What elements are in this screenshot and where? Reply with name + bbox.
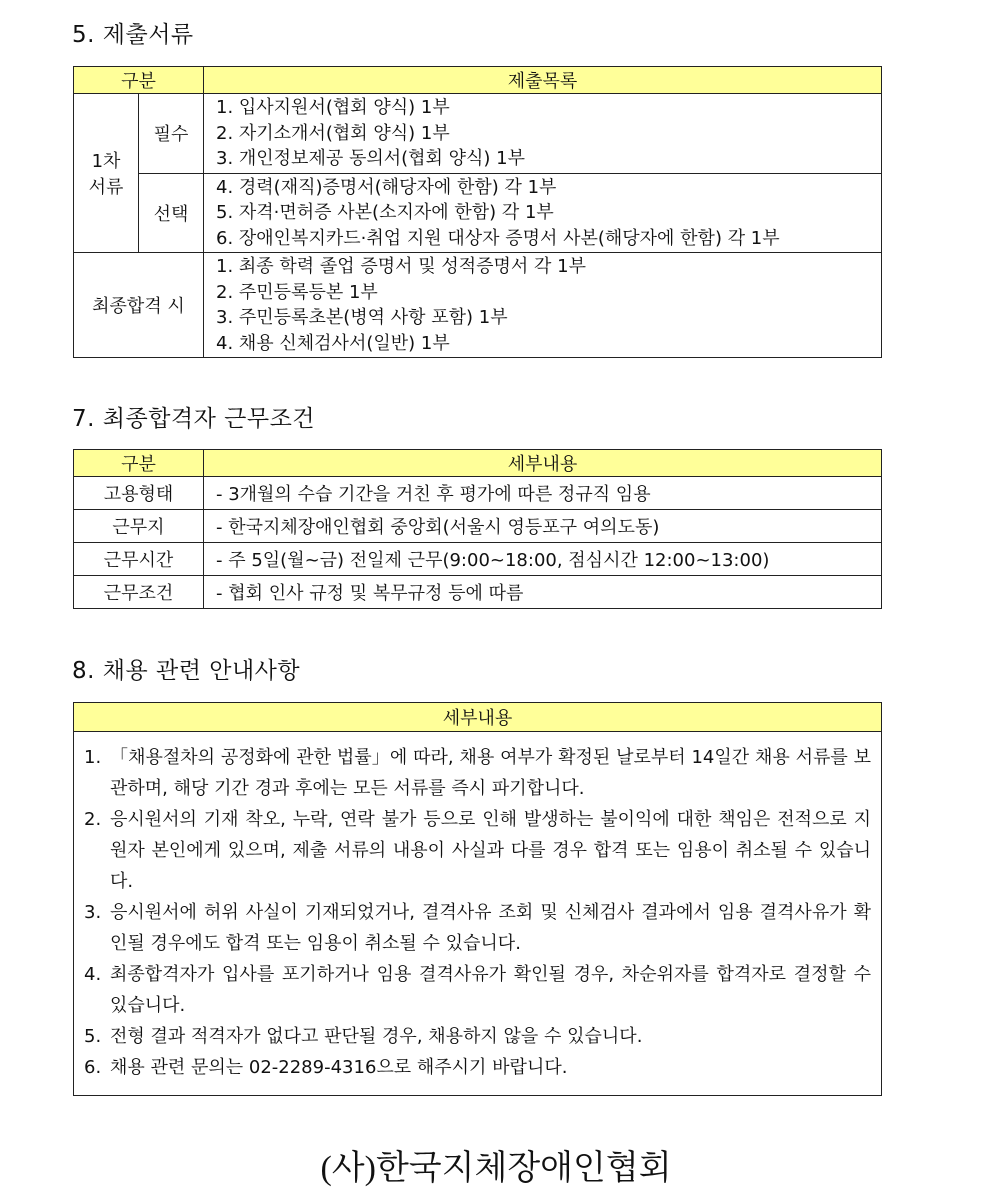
note-text: 최종합격자가 입사를 포기하거나 임용 결격사유가 확인될 경우, 차순위자를 합격자로 결정할 수 있습니다. [110, 964, 871, 1016]
required-list [204, 94, 882, 174]
table-row [74, 477, 882, 510]
table-header-row [74, 450, 882, 477]
final-row [74, 253, 882, 358]
note-text: 채용 관련 문의는 02-2289-4316으로 해주시기 바랍니다. [110, 1057, 568, 1078]
work-conditions-table [73, 449, 882, 609]
notes-cell [74, 732, 882, 1096]
submission-documents-table [73, 66, 882, 358]
list-item [84, 1052, 871, 1083]
list-item: 4. 경력(재직)증명서(해당자에 한함) 각 1부 [216, 176, 557, 198]
category-header: 구분 [74, 450, 204, 477]
list-item: 4. 채용 신체검사서(일반) 1부 [216, 332, 450, 354]
table-row [74, 576, 882, 609]
list-item: 6. 장애인복지카드·취업 지원 대상자 증명서 사본(해당자에 한함) 각 1부 [216, 227, 780, 249]
list-item: 5. 자격·면허증 사본(소지자에 한함) 각 1부 [216, 202, 554, 223]
required-label: 필수 [139, 94, 204, 174]
list-item: 3. 주민등록초본(병역 사항 포함) 1부 [216, 307, 508, 328]
section8-heading: 8. 채용 관련 안내사항 [72, 658, 301, 684]
first-round-label: 서류 [88, 177, 124, 198]
optional-label: 선택 [139, 173, 204, 253]
row-value: - 3개월의 수습 기간을 거친 후 평가에 따른 정규직 임용 [204, 477, 882, 510]
final-label: 최종합격 시 [74, 253, 204, 358]
section7-heading: 7. 최종합격자 근무조건 [72, 406, 316, 432]
optional-row [74, 173, 882, 253]
list-item: 2. 주민등록등본 1부 [216, 281, 378, 303]
list-item [84, 1021, 871, 1052]
row-value: - 협회 인사 규정 및 복무규정 등에 따름 [204, 576, 882, 609]
recruitment-notes-table [73, 702, 882, 1096]
note-number: 6. [84, 1057, 102, 1078]
note-number: 3. [84, 902, 102, 923]
detail-header: 세부내용 [74, 703, 882, 732]
section5-heading: 5. 제출서류 [72, 22, 194, 48]
final-list [204, 253, 882, 358]
detail-header: 세부내용 [204, 450, 882, 477]
note-number: 2. [84, 809, 102, 830]
row-value: - 한국지체장애인협회 중앙회(서울시 영등포구 여의도동) [204, 510, 882, 543]
notes-row [74, 732, 882, 1096]
list-item: 3. 개인정보제공 동의서(협회 양식) 1부 [216, 148, 525, 169]
list-item [84, 742, 871, 804]
note-number: 5. [84, 1026, 102, 1047]
row-value: - 주 5일(월~금) 전일제 근무(9:00~18:00, 점심시간 12:00~13:00) [204, 543, 882, 576]
required-row [74, 94, 882, 174]
note-text: 응시원서에 허위 사실이 기재되었거나, 결격사유 조회 및 신체검사 결과에서 임용 결격사유가 확인될 경우에도 합격 또는 임용이 취소될 수 있습니다. [110, 902, 871, 954]
table-header-row [74, 703, 882, 732]
note-number: 1. [84, 747, 102, 768]
row-label: 근무조건 [74, 576, 204, 609]
table-row [74, 510, 882, 543]
organization-name: (사)한국지체장애인협회 [320, 1150, 672, 1187]
list-item [84, 959, 871, 1021]
row-label: 고용형태 [74, 477, 204, 510]
table-row [74, 543, 882, 576]
table-header-row [74, 67, 882, 94]
list-item [84, 897, 871, 959]
list-item [84, 804, 871, 897]
list-item: 1. 최종 학력 졸업 증명서 및 성적증명서 각 1부 [216, 256, 586, 277]
note-text: 전형 결과 적격자가 없다고 판단될 경우, 채용하지 않을 수 있습니다. [110, 1026, 643, 1047]
list-item: 2. 자기소개서(협회 양식) 1부 [216, 122, 450, 144]
note-number: 4. [84, 964, 102, 985]
category-header: 구분 [74, 67, 204, 94]
row-label: 근무시간 [74, 543, 204, 576]
note-text: 응시원서의 기재 착오, 누락, 연락 불가 등으로 인해 발생하는 불이익에 대한 책임은 전적으로 지원자 본인에게 있으며, 제출 서류의 내용이 사실과 다를 경우 합격 또는 임용이 취소될 수 있습니다. [110, 809, 871, 892]
first-round-label: 1차 [91, 151, 121, 172]
row-label: 근무지 [74, 510, 204, 543]
optional-list [204, 173, 882, 253]
note-text: 「채용절차의 공정화에 관한 법률」에 따라, 채용 여부가 확정된 날로부터 14일간 채용 서류를 보관하며, 해당 기간 경과 후에는 모든 서류를 즉시 파기합니다. [110, 747, 871, 799]
list-header: 제출목록 [204, 67, 882, 94]
list-item: 1. 입사지원서(협회 양식) 1부 [216, 97, 450, 118]
first-round-cell [74, 94, 139, 253]
